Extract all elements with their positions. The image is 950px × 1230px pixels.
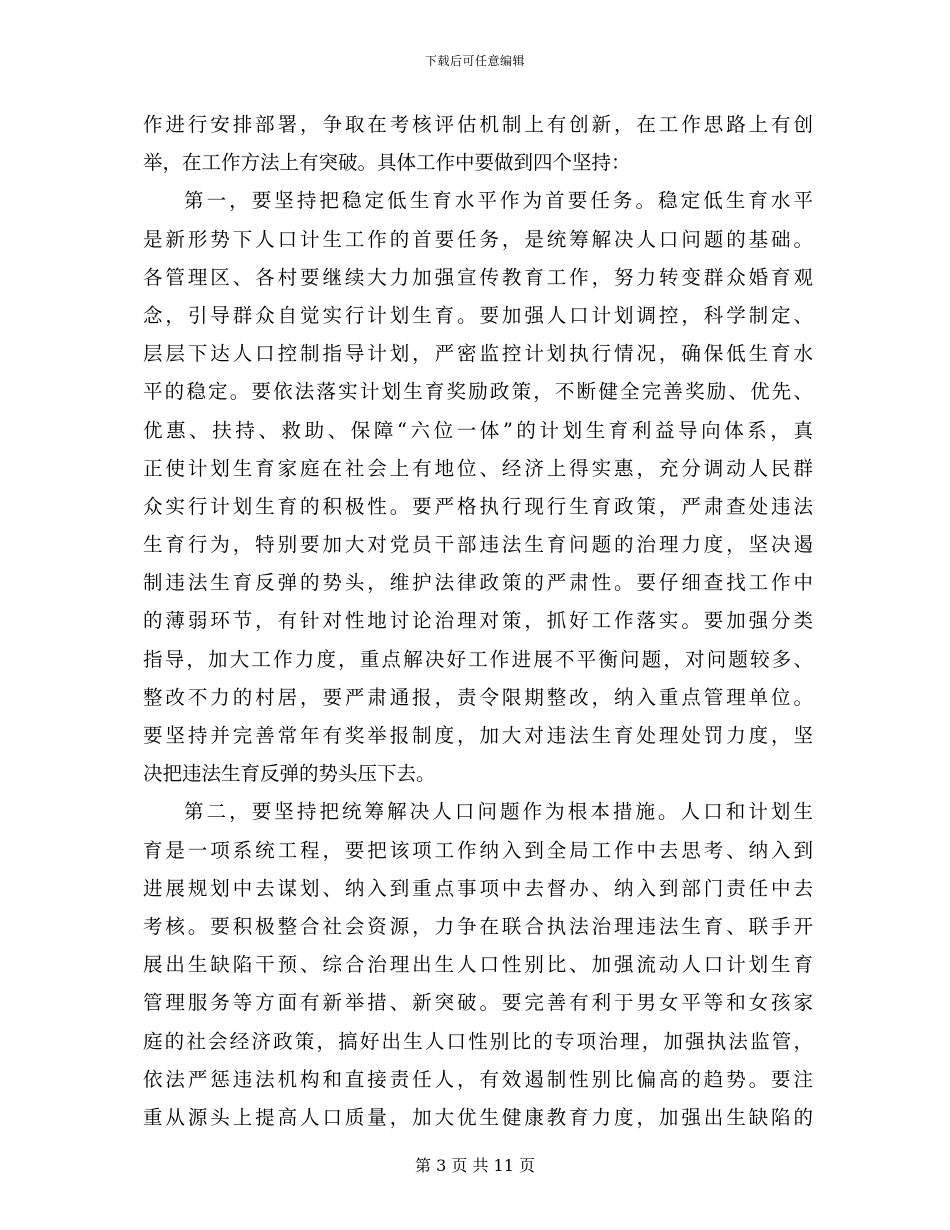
text-line: 念，引导群众自觉实行计划生育。要加强人口计划调控，科学制定、: [143, 303, 813, 327]
text-line: 生育行为，特别要加大对党员干部违法生育问题的治理力度，坚决遏: [143, 533, 813, 557]
text-line: 要坚持并完善常年有奖举报制度，加大对违法生育处理处罚力度，坚: [143, 724, 813, 747]
page-header: 下载后可任意编辑: [424, 54, 525, 68]
page-number-footer: 第 3 页 共 11 页: [415, 1156, 535, 1175]
text-line: 的薄弱环节，有针对性地讨论治理对策，抓好工作落实。要加强分类: [143, 609, 813, 633]
text-line: 是新形势下人口计生工作的首要任务，是统筹解决人口问题的基础。: [143, 227, 813, 251]
text-line: 各管理区、各村要继续大力加强宣传教育工作，努力转变群众婚育观: [143, 265, 813, 289]
text-line: 进展规划中去谋划、纳入到重点事项中去督办、纳入到部门责任中去: [143, 876, 813, 900]
text-line: 层层下达人口控制指导计划，严密监控计划执行情况，确保低生育水: [143, 342, 813, 366]
text-line: 指导，加大工作力度，重点解决好工作进展不平衡问题，对问题较多、: [143, 647, 813, 671]
text-line: 管理服务等方面有新举措、新突破。要完善有利于男女平等和女孩家: [143, 991, 813, 1015]
text-line: 第一，要坚持把稳定低生育水平作为首要任务。稳定低生育水平: [184, 189, 813, 213]
text-line: 平的稳定。要依法落实计划生育奖励政策，不断健全完善奖励、优先、: [143, 380, 813, 404]
text-line: 第二，要坚持把统筹解决人口问题作为根本措施。人口和计划生: [184, 800, 813, 824]
text-line: 决把违法生育反弹的势头压下去。: [143, 762, 436, 786]
text-line: 整改不力的村居，要严肃通报，责令限期整改，纳入重点管理单位。: [143, 685, 813, 709]
text-line: 作进行安排部署，争取在考核评估机制上有创新，在工作思路上有创: [143, 113, 813, 136]
text-line: 正使计划生育家庭在社会上有地位、经济上得实惠，充分调动人民群: [143, 456, 813, 480]
text-line: 举，在工作方法上有突破。具体工作中要做到四个坚持：: [143, 151, 631, 175]
text-line: 优惠、扶持、救助、保障“六位一体”的计划生育利益导向体系，真: [143, 418, 813, 442]
text-line: 育是一项系统工程，要把该项工作纳入到全局工作中去思考、纳入到: [143, 838, 813, 862]
document-body: [143, 106, 813, 1137]
text-line: 制违法生育反弹的势头，维护法律政策的严肃性。要仔细查找工作中: [143, 571, 813, 595]
text-line: 展出生缺陷干预、综合治理出生人口性别比、加强流动人口计划生育: [143, 953, 813, 977]
text-line: 重从源头上提高人口质量，加大优生健康教育力度，加强出生缺陷的: [143, 1105, 813, 1129]
text-line: 众实行计划生育的积极性。要严格执行现行生育政策，严肃查处违法: [143, 494, 813, 518]
text-line: 庭的社会经济政策，搞好出生人口性别比的专项治理，加强执法监管，: [143, 1029, 813, 1053]
text-line: 依法严惩违法机构和直接责任人，有效遏制性别比偏高的趋势。要注: [143, 1067, 813, 1091]
text-line: 考核。要积极整合社会资源，力争在联合执法治理违法生育、联手开: [143, 914, 813, 938]
